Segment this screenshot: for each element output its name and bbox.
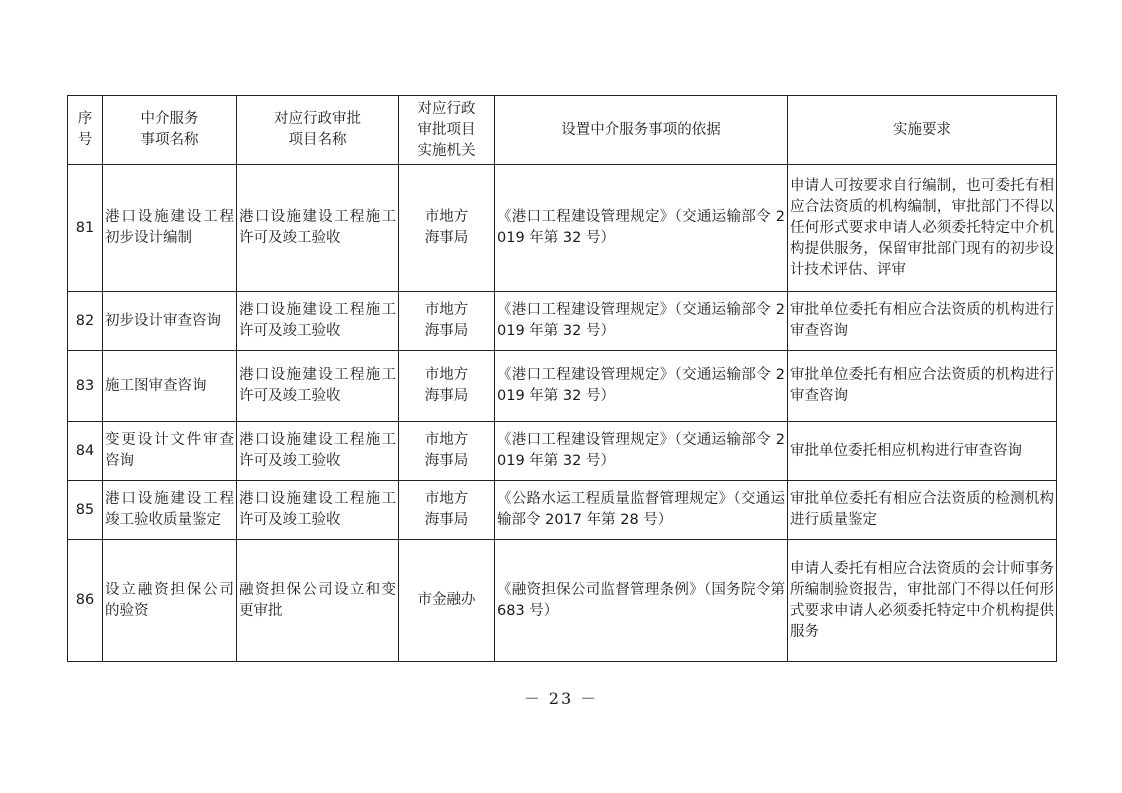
header-basis: 设置中介服务事项的依据 [495, 96, 788, 165]
row-basis: 《港口工程建设管理规定》（交通运输部令 2019 年第 32 号） [495, 351, 788, 422]
header-approval-item: 对应行政审批 项目名称 [237, 96, 399, 165]
header-agency: 对应行政 审批项目 实施机关 [399, 96, 495, 165]
row-agency: 市地方 海事局 [399, 351, 495, 422]
table-row [68, 351, 1057, 422]
header-requirement: 实施要求 [788, 96, 1057, 165]
row-basis: 《港口工程建设管理规定》（交通运输部令 2019 年第 32 号） [495, 165, 788, 292]
table-row [68, 481, 1057, 540]
row-service-name: 设立融资担保公司的验资 [103, 540, 237, 662]
row-agency: 市地方 海事局 [399, 165, 495, 292]
row-basis: 《港口工程建设管理规定》（交通运输部令 2019 年第 32 号） [495, 292, 788, 351]
table-row [68, 540, 1057, 662]
row-seq: 82 [68, 292, 103, 351]
row-approval-item: 港口设施建设工程施工许可及竣工验收 [237, 292, 399, 351]
table-header-row [68, 96, 1057, 165]
table-row [68, 292, 1057, 351]
row-approval-item: 港口设施建设工程施工许可及竣工验收 [237, 351, 399, 422]
header-service-name: 中介服务 事项名称 [103, 96, 237, 165]
row-basis: 《融资担保公司监督管理条例》（国务院令第 683 号） [495, 540, 788, 662]
page-number: － 23 － [523, 689, 599, 708]
row-service-name: 港口设施建设工程竣工验收质量鉴定 [103, 481, 237, 540]
row-seq: 86 [68, 540, 103, 662]
row-service-name: 初步设计审查咨询 [103, 292, 237, 351]
table-row [68, 422, 1057, 481]
row-seq: 84 [68, 422, 103, 481]
row-requirement: 审批单位委托有相应合法资质的检测机构进行质量鉴定 [788, 481, 1057, 540]
header-seq: 序 号 [68, 96, 103, 165]
intermediary-services-table [67, 95, 1057, 662]
row-requirement: 申请人委托有相应合法资质的会计师事务所编制验资报告，审批部门不得以任何形式要求申请人必须委托特定中介机构提供服务 [788, 540, 1057, 662]
row-basis: 《港口工程建设管理规定》（交通运输部令 2019 年第 32 号） [495, 422, 788, 481]
row-agency: 市地方 海事局 [399, 481, 495, 540]
row-agency: 市地方 海事局 [399, 422, 495, 481]
row-approval-item: 港口设施建设工程施工许可及竣工验收 [237, 165, 399, 292]
row-service-name: 施工图审查咨询 [103, 351, 237, 422]
row-service-name: 变更设计文件审查咨询 [103, 422, 237, 481]
row-basis: 《公路水运工程质量监督管理规定》（交通运输部令 2017 年第 28 号） [495, 481, 788, 540]
row-agency: 市地方 海事局 [399, 292, 495, 351]
row-requirement: 审批单位委托有相应合法资质的机构进行审查咨询 [788, 292, 1057, 351]
row-approval-item: 港口设施建设工程施工许可及竣工验收 [237, 481, 399, 540]
table-row [68, 165, 1057, 292]
row-seq: 85 [68, 481, 103, 540]
row-seq: 81 [68, 165, 103, 292]
row-agency: 市金融办 [399, 540, 495, 662]
row-requirement: 审批单位委托相应机构进行审查咨询 [788, 422, 1057, 481]
row-approval-item: 融资担保公司设立和变更审批 [237, 540, 399, 662]
row-requirement: 审批单位委托有相应合法资质的机构进行审查咨询 [788, 351, 1057, 422]
row-approval-item: 港口设施建设工程施工许可及竣工验收 [237, 422, 399, 481]
row-seq: 83 [68, 351, 103, 422]
row-requirement: 申请人可按要求自行编制，也可委托有相应合法资质的机构编制，审批部门不得以任何形式要求申请人必须委托特定中介机构提供服务，保留审批部门现有的初步设计技术评估、评审 [788, 165, 1057, 292]
row-service-name: 港口设施建设工程初步设计编制 [103, 165, 237, 292]
